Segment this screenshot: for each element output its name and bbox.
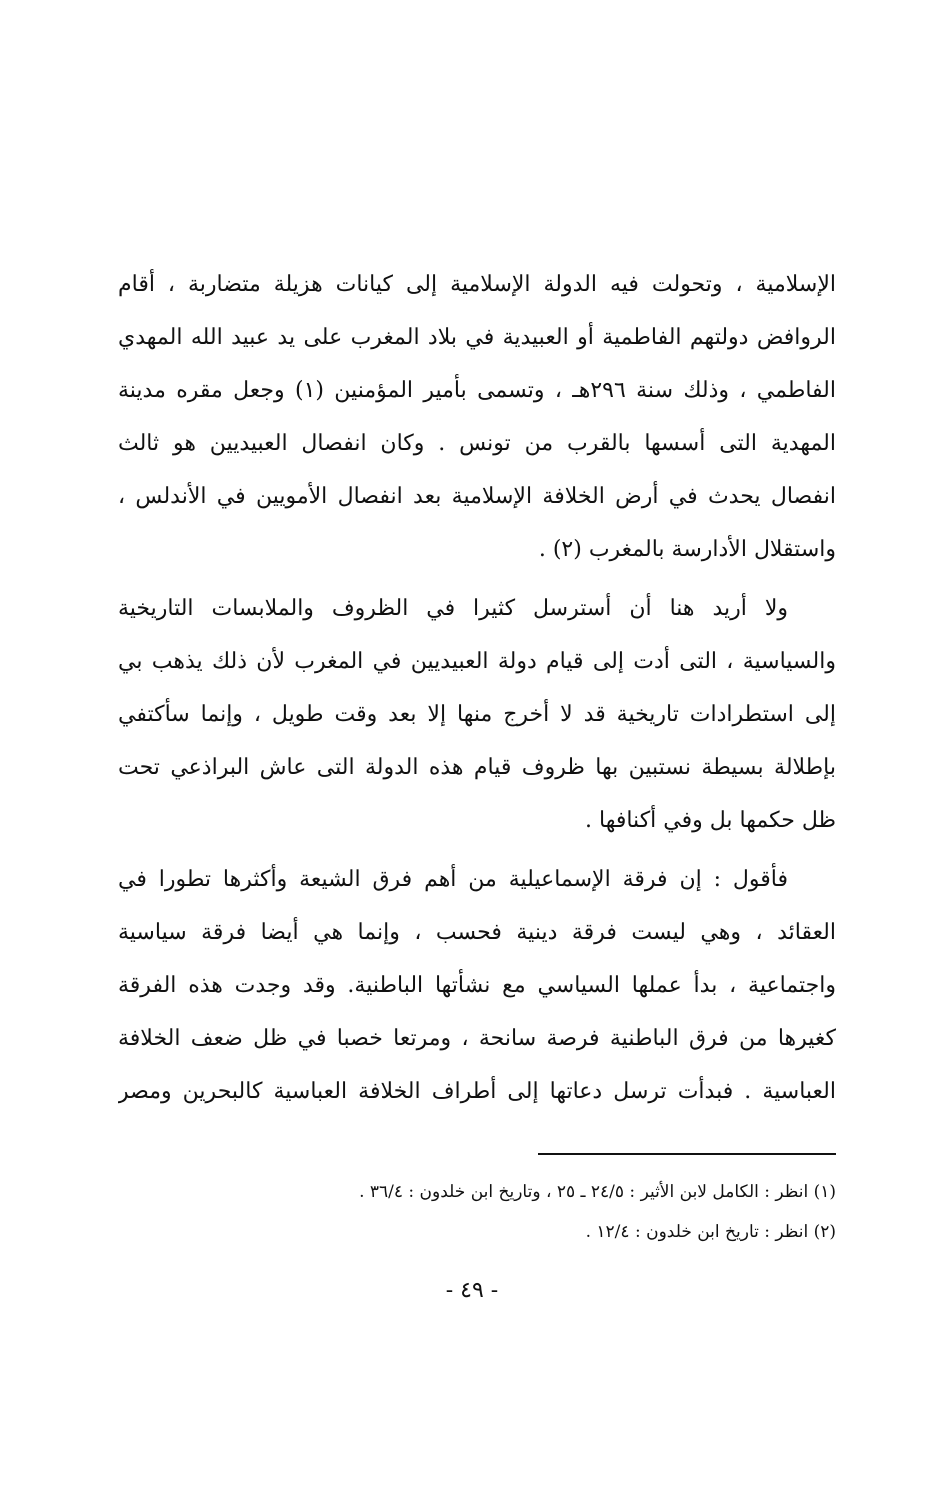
text-line: واجتماعية ، بدأ عملها السياسي مع نشأتها الباطنية. وقد وجدت هذه الفرقة bbox=[118, 973, 836, 998]
footnote-divider bbox=[538, 1153, 836, 1155]
text-line: العقائد ، وهي ليست فرقة دينية فحسب ، وإنما هي أيضا فرقة سياسية bbox=[118, 920, 836, 945]
text-line: والسياسية ، التى أدت إلى قيام دولة العبيديين في المغرب لأن ذلك يذهب بي bbox=[118, 649, 836, 674]
text-line: ولا أريد هنا أن أسترسل كثيرا في الظروف والملابسات التاريخية bbox=[118, 596, 788, 621]
text-line: الروافض دولتهم الفاطمية أو العبيدية في بلاد المغرب على يد عبيد الله المهدي bbox=[118, 325, 836, 350]
text-line: المهدية التى أسسها بالقرب من تونس . وكان انفصال العبيديين هو ثالث bbox=[118, 431, 836, 456]
main-text bbox=[118, 258, 836, 1118]
text-line: انفصال يحدث في أرض الخلافة الإسلامية بعد انفصال الأمويين في الأندلس ، bbox=[118, 484, 836, 509]
text-line: كغيرها من فرق الباطنية فرصة سانحة ، ومرتعا خصبا في ظل ضعف الخلافة bbox=[118, 1026, 836, 1051]
footnotes bbox=[118, 1172, 836, 1252]
text-line: إلى استطرادات تاريخية قد لا أخرج منها إلا بعد وقت طويل ، وإنما سأكتفي bbox=[118, 702, 836, 727]
footnote-2: (٢) انظر : تاريخ ابن خلدون : ١٢/٤ . bbox=[585, 1222, 836, 1242]
text-line: بإطلالة بسيطة نستبين بها ظروف قيام هذه الدولة التى عاش البراذعي تحت bbox=[118, 755, 836, 780]
text-line: فأقول : إن فرقة الإسماعيلية من أهم فرق الشيعة وأكثرها تطورا في bbox=[118, 867, 788, 892]
text-line: الإسلامية ، وتحولت فيه الدولة الإسلامية إلى كيانات هزيلة متضاربة ، أقام bbox=[118, 272, 836, 297]
text-line: الفاطمي ، وذلك سنة ٢٩٦هـ ، وتسمى بأمير المؤمنين (١) وجعل مقره مدينة bbox=[118, 378, 836, 403]
text-line: واستقلال الأدارسة بالمغرب (٢) . bbox=[538, 537, 836, 562]
page-number: - ٤٩ - bbox=[445, 1278, 499, 1303]
footnote-1: (١) انظر : الكامل لابن الأثير : ٢٤/٥ ـ ٢٥ ، وتاريخ ابن خلدون : ٣٦/٤ . bbox=[359, 1182, 836, 1202]
text-line: ظل حكمها بل وفي أكنافها . bbox=[585, 808, 836, 833]
text-line: العباسية . فبدأت ترسل دعاتها إلى أطراف الخلافة العباسية كالبحرين ومصر bbox=[118, 1079, 836, 1104]
